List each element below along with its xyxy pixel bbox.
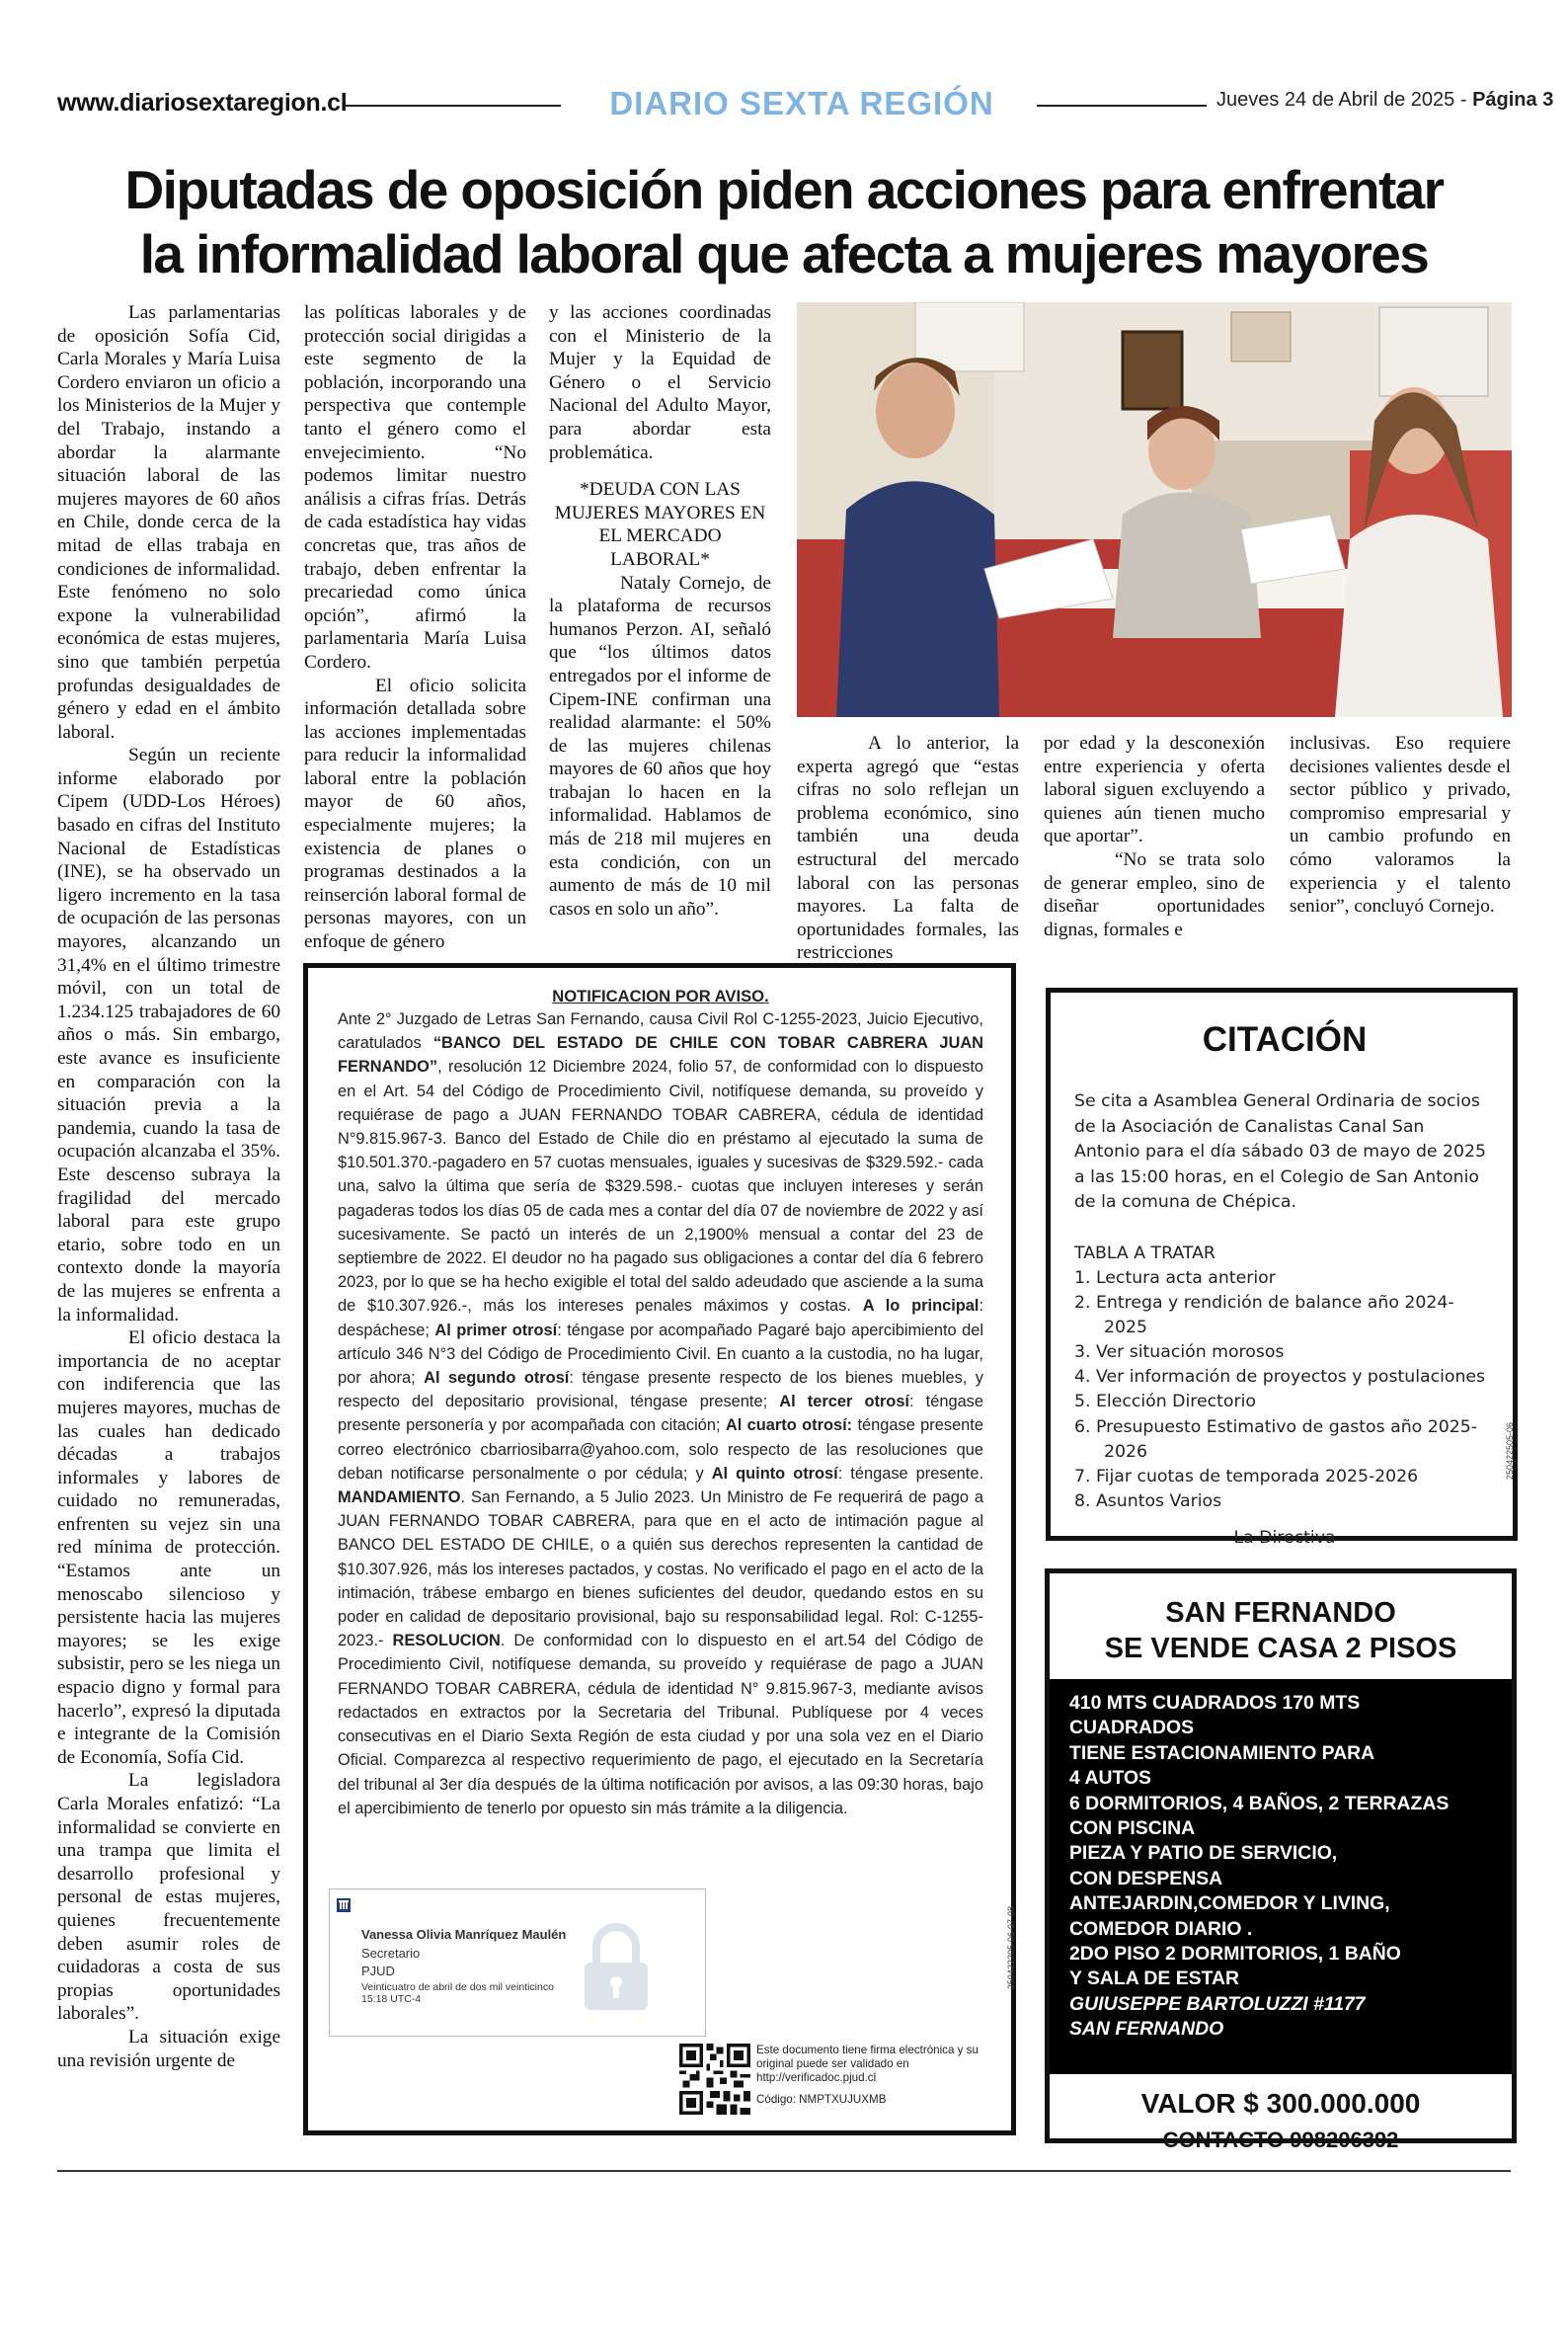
agenda-item: 5. Elección Directorio xyxy=(1074,1392,1256,1412)
notice-bold: A lo principal xyxy=(862,1297,980,1316)
signer-date: Veinticuatro de abril de dos mil veinticinco xyxy=(361,1981,554,1993)
article-paragraph: A lo anterior, la experta agregó que “estas cifras no solo reflejan un problema económico, sino también una deuda estructural del mercado laboral con las personas mayores. La falta de oportunidades formales, las restricciones xyxy=(797,733,1019,964)
article-paragraph: La situación exige una revisión urgente de xyxy=(57,2026,280,2071)
notice-title: NOTIFICACION POR AVISO. xyxy=(552,987,769,1005)
agenda-item: 3. Ver situación morosos xyxy=(1074,1342,1285,1363)
agenda-item: 6. Presupuesto Estimativo de gastos año 2025-2026 xyxy=(1074,1416,1477,1462)
notice-text: : despáchese; xyxy=(338,1297,983,1339)
agenda-list xyxy=(1074,1266,1495,1514)
signer-name: Vanessa Olivia Manríquez Maulén xyxy=(361,1927,567,1942)
notice-bold: Al segundo otrosí xyxy=(424,1369,570,1388)
address-city: SAN FERNANDO xyxy=(1069,2018,1224,2041)
newspaper-name: DIARIO SEXTA REGIÓN xyxy=(609,85,994,121)
feature-line: CON PISCINA xyxy=(1069,1817,1196,1840)
notice-bold: Al primer otrosí xyxy=(434,1321,558,1339)
site-url: www.diariosextaregion.cl xyxy=(57,89,348,117)
page-bottom-rule xyxy=(57,2170,1511,2172)
notice-bold: MANDAMIENTO xyxy=(338,1488,461,1507)
article-column-1 xyxy=(57,301,280,2072)
qr-code-label: Código: NMPTXUJUXMB xyxy=(756,2093,887,2106)
article-paragraph: las políticas laborales y de protección social dirigidas a este segmento de la población, incorporando una perspectiva que contemple tanto el género como el envejecimiento. “No podemos limitar nuestro análisis a cifras frías. Detrás de cada estadística hay vidas concretas que, tras años de trabajo, deben enfrentar la precariedad como única opción”, afirmó la parlamentaria María Luisa Cordero. xyxy=(304,302,526,673)
citacion-signature: La Directiva xyxy=(1233,1527,1336,1548)
notice-text: : téngase presente. xyxy=(837,1464,983,1483)
qr-validation-text xyxy=(756,2044,1008,2107)
article-headline xyxy=(39,158,1529,286)
sale-contact: CONTACTO 998206392 xyxy=(1162,2128,1399,2152)
article-column-2 xyxy=(304,301,526,954)
citacion-vertical-code: 250422505-06 xyxy=(1505,1422,1515,1481)
notice-text: , resolución 12 Diciembre 2024, folio 57, de conformidad con lo dispuesto en el Art. 54 del Código de Procedimiento Civil, notifíquese demanda, su proveído y requiérase de pago a JUAN FERNANDO TOBAR CABRERA, cédula de identidad N°9.815.967-3. Banco del Estado de Chile dio en préstamo al ejecutado la suma de $10.501.370.-pagadero en 57 cuotas mensuales, iguales y sucesivas de $329.592.- cada una, salvo la última que sería de $329.598.- cuotas que incluyen intereses y serán pagaderas todos los días 05 de cada mes a contar del día 07 de noviembre de 2022 y así sucesivamente. Se pactó un interés de un 2,1900% mensual a contar del 23 de septiembre de 2022. El deudor no ha pagado sus obligaciones a contar del día 6 febrero 2023, por lo que se ha hecho exigible el total del saldo adeudado que asciende a la suma de $10.307.926.-, más los intereses penales máximos y costas. xyxy=(338,1058,983,1316)
feature-line: ANTEJARDIN,COMEDOR Y LIVING, xyxy=(1069,1892,1390,1915)
feature-line: CUADRADOS xyxy=(1069,1717,1195,1739)
sale-ad-features xyxy=(1050,1679,1512,2074)
masthead-rule-right xyxy=(1037,105,1207,107)
dateline xyxy=(1216,89,1553,112)
agenda-item: 2. Entrega y rendición de balance año 2024-2025 xyxy=(1074,1293,1454,1338)
sale-price: VALOR $ 300.000.000 xyxy=(1140,2088,1421,2119)
signer-time: 15:18 UTC-4 xyxy=(361,1993,422,2005)
agenda-item: 7. Fijar cuotas de temporada 2025-2026 xyxy=(1074,1466,1419,1486)
sale-ad-headline: SE VENDE CASA 2 PISOS xyxy=(1104,1633,1457,1664)
headline-line-2: la informalidad laboral que afecta a mujeres mayores xyxy=(139,223,1429,284)
article-paragraph: El oficio solicita información detallada sobre las acciones implementadas para reducir la informalidad laboral entre la población mayor de 60 años, especialmente mujeres; la existencia de planes o programas destinados a la reinserción laboral formal de personas mayores, con un enfoque de género xyxy=(304,675,526,953)
sale-ad-title xyxy=(1050,1573,1512,1666)
agenda-title: TABLA A TRATAR xyxy=(1074,1243,1215,1263)
article-column-3 xyxy=(549,301,771,921)
notice-bold: Al quinto otrosí xyxy=(711,1464,838,1483)
notice-text: : téngase presente personería y por acompañada con citación; xyxy=(338,1393,983,1435)
notice-bold: Al cuarto otrosí: xyxy=(725,1416,853,1435)
feature-line: PIEZA Y PATIO DE SERVICIO, xyxy=(1069,1842,1338,1865)
notice-vertical-code: 250422205-06-07-08 xyxy=(1006,1906,1016,1990)
padlock-watermark-icon xyxy=(577,1919,656,2014)
feature-line: 6 DORMITORIOS, 4 BAÑOS, 2 TERRAZAS xyxy=(1069,1792,1450,1814)
article-paragraph: inclusivas. Eso requiere decisiones valientes desde el sector público y privado, compromiso empresarial y un cambio profundo en cómo valoramos la experiencia y el talento senior”, concluyó Cornejo. xyxy=(1290,733,1511,918)
article-column-5 xyxy=(1044,732,1265,941)
article-paragraph: Nataly Cornejo, de la plataforma de recursos humanos Perzon. AI, señaló que “los últimos datos entregados por el informe de Cipem-INE confirman una realidad alarmante: el 50% de las mujeres chilenas mayores de 60 años que hoy trabajan lo hacen en la informalidad. Hablamos de más de 218 mil mujeres en esta condición, con un aumento de más de 10 mil casos en solo un año”. xyxy=(549,572,771,920)
feature-line: 2DO PISO 2 DORMITORIOS, 1 BAÑO xyxy=(1069,1943,1401,1966)
sale-city xyxy=(1069,2017,1502,2042)
signer-org: PJUD xyxy=(361,1964,395,1978)
notice-text: . De conformidad con lo dispuesto en el art.54 del Código de Procedimiento Civil, notifíquese demanda, su proveído y requiérase de pago a JUAN FERNANDO TOBAR CABRERA, cédula de identidad N° 9.815.967-3, mediante avisos redactados en extractos por la Secretaria del Tribunal. Publíquese por 4 veces consecutivas en el Diario Sexta Región de esta ciudad y por una sola vez en el Diario Oficial. Comparezca al respectivo requerimiento de pago, el ejecutado en la Secretaría del tribunal al 3er día después de la última notificación por avisos, a las 09:30 horas, bajo el apercibimiento de tenerlo por opuesto sin más trámite a la diligencia. xyxy=(338,1632,983,1817)
notice-text: téngase presente correo electrónico cbarriosibarra@yahoo.com, solo respecto de las resoluciones que deban notificarse personalmente o por cédula; y xyxy=(338,1416,983,1483)
notice-bold: Al tercer otrosí xyxy=(779,1393,909,1411)
article-paragraph: por edad y la desconexión entre experiencia y oferta laboral siguen excluyendo a quienes aún tienen mucho que aportar”. xyxy=(1044,733,1265,847)
page-number: Página 3 xyxy=(1472,89,1554,111)
court-emblem-icon xyxy=(336,1897,352,1913)
citacion-box xyxy=(1046,988,1518,1548)
article-subhead: *DEUDA CON LAS MUJERES MAYORES EN EL MERCADO LABORAL* xyxy=(554,479,766,570)
notice-body xyxy=(338,1007,983,1820)
article-column-6 xyxy=(1290,732,1511,919)
sale-address xyxy=(1069,1992,1502,2017)
article-paragraph: Según un reciente informe elaborado por Cipem (UDD-Los Héroes) basado en cifras del Instituto Nacional de Estadísticas (INE), se ha observado un ligero incremento en la tasa de ocupación de las personas mayores, alcanzando un 31,4% en el último trimestre móvil, con un total de 1.234.125 trabajadores de 60 años o más. Sin embargo, este avance es insuficiente en comparación con la situación previa a la pandemia, cuando la tasa de ocupación alcanzaba el 35%. Este descenso subraya la fragilidad del mercado laboral para este grupo etario, sobre todo en un contexto donde la mayoría de las mujeres se enfrenta a la informalidad. xyxy=(57,745,280,1325)
headline-line-1: Diputadas de oposición piden acciones para enfrentar xyxy=(124,159,1444,220)
photo-three-women-icon xyxy=(797,302,1512,717)
qr-note: Este documento tiene firma electrónica y su original puede ser validado en http://verificadoc.pjud.cl xyxy=(756,2044,979,2084)
agenda-item: 1. Lectura acta anterior xyxy=(1074,1267,1276,1288)
qr-code-icon[interactable] xyxy=(679,2044,750,2115)
article-column-4 xyxy=(797,732,1019,965)
notice-bold: “BANCO DEL ESTADO DE CHILE CON TOBAR CABRERA JUAN FERNANDO” xyxy=(338,1034,983,1077)
issue-date: Jueves 24 de Abril de 2025 - xyxy=(1216,89,1473,111)
citacion-lead: Se cita a Asamblea General Ordinaria de socios de la Asociación de Canalistas Canal San Antonio para el día sábado 03 de mayo de 2025 a las 15:00 horas, en el Colegio de San Antonio de la comuna de Chépica. xyxy=(1074,1091,1487,1213)
notice-text: : téngase presente respecto de los bienes muebles, y respecto del depositario provisional, téngase presente; xyxy=(338,1369,983,1411)
electronic-signature-box xyxy=(329,1888,706,2037)
notice-text: : téngase por acompañado Pagaré bajo apercibimiento del artículo 346 N°3 del Código de Procedimiento Civil. En cuanto a la custodia, no ha lugar, por ahora; xyxy=(338,1321,983,1388)
feature-line: Y SALA DE ESTAR xyxy=(1069,1968,1240,1990)
article-paragraph: y las acciones coordinadas con el Ministerio de la Mujer y la Equidad de Género o el Servicio Nacional del Adulto Mayor, para abordar esta problemática. xyxy=(549,302,771,463)
address-line: GUIUSEPPE BARTOLUZZI #1177 xyxy=(1069,1992,1366,2015)
agenda-item: 8. Asuntos Varios xyxy=(1074,1490,1222,1511)
article-paragraph: “No se trata solo de generar empleo, sino de diseñar oportunidades dignas, formales e xyxy=(1044,848,1265,940)
agenda-item: 4. Ver información de proyectos y postulaciones xyxy=(1074,1367,1486,1388)
house-sale-ad xyxy=(1045,1568,1517,2152)
article-paragraph: El oficio destaca la importancia de no aceptar con indiferencia que las mujeres mayores, muchas de las cuales han dedicado décadas a trabajos informales y labores de cuidado no remuneradas, enfrenten su vejez sin una red mínima de protección. “Estamos ante un menoscabo silencioso y persistente hacia las mujeres mayores; se les exige subsistir, pero se les niega un espacio digno y formal para hacerlo”, expresó la diputada e integrante de la Comisión de Economía, Sofía Cid. xyxy=(57,1327,280,1768)
citacion-title: CITACIÓN xyxy=(1202,1020,1368,1059)
notice-text: Ante 2° Juzgado de Letras San Fernando, causa Civil Rol C-1255-2023, Juicio Ejecutivo, caratulados xyxy=(338,1010,983,1053)
signer-role: Secretario xyxy=(361,1946,421,1961)
feature-line: COMEDOR DIARIO . xyxy=(1069,1917,1253,1940)
feature-line: 4 AUTOS xyxy=(1069,1767,1151,1790)
feature-line: 410 MTS CUADRADOS 170 MTS xyxy=(1069,1692,1361,1714)
article-photo xyxy=(797,302,1512,717)
notice-bold: RESOLUCION xyxy=(392,1632,501,1650)
sale-ad-city: SAN FERNANDO xyxy=(1165,1597,1396,1629)
feature-line: CON DESPENSA xyxy=(1069,1867,1223,1889)
masthead-rule-left xyxy=(346,105,561,107)
article-paragraph: Las parlamentarias de oposición Sofía Cid, Carla Morales y María Luisa Cordero enviaron un oficio a los Ministerios de la Mujer y del Trabajo, instando a abordar la alarmante situación laboral de las mujeres mayores de 60 años en Chile, donde cerca de la mitad de ellas trabaja en condiciones de informalidad. Este fenómeno no solo expone la vulnerabilidad económica de estas mujeres, sino que también perpetúa profundas desigualdades de género y edad en el ámbito laboral. xyxy=(57,302,280,743)
notice-text: . San Fernando, a 5 Julio 2023. Un Ministro de Fe requerirá de pago a JUAN FERNANDO TOBAR CABRERA, para que en el acto de intimación pague al BANCO DEL ESTADO DE CHILE, o a quién sus derechos representen la cantidad de $10.307.926, más los intereses pactados, y costas. No verificado el pago en el acto de la intimación, trábese embargo en bienes suficientes del deudor, quedando estos en su poder en calidad de depositario provisional, bajo su responsabilidad legal. Rol: C-1255-2023.- xyxy=(338,1488,983,1650)
feature-line: TIENE ESTACIONAMIENTO PARA xyxy=(1069,1741,1375,1764)
article-paragraph: La legisladora Carla Morales enfatizó: “La informalidad se convierte en una trampa que limita el desarrollo profesional y personal de estas mujeres, quienes frecuentemente deben asumir roles de cuidadoras a costa de sus propias oportunidades laborales”. xyxy=(57,1770,280,2025)
